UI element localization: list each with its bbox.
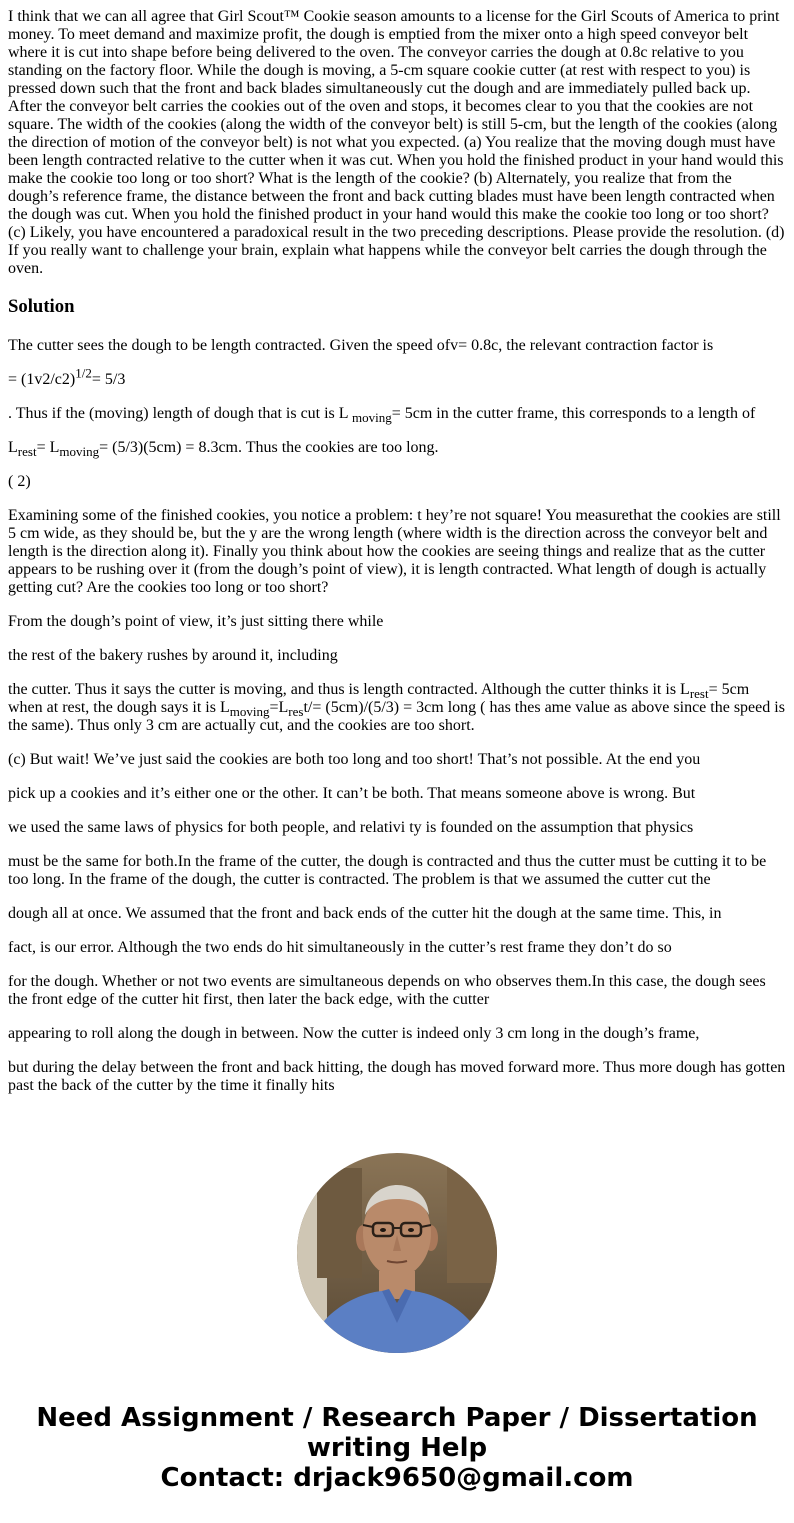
solution-paragraph-16: but during the delay between the front and back hitting, the dough has moved forward more. Thus more dough has gotten past the back of the cutter by the time it finally hits [8,1059,786,1094]
author-photo-avatar [297,1153,497,1353]
text-run: =L [269,699,289,716]
text-run: = 5cm when at rest, the dough says it is L [8,681,750,716]
solution-paragraph-3 [8,439,786,460]
author-photo-icon [297,1153,497,1353]
solution-paragraph-7 [8,681,786,735]
article [8,0,786,1111]
subscript: moving [59,444,100,460]
equation-contraction-factor [8,365,786,389]
eq-exponent: 1/2 [75,365,92,381]
promo-contact-line: Contact: drjack9650@gmail.com [160,1463,634,1493]
eq-part-b: = 5/3 [91,371,126,388]
subscript: moving [351,410,392,426]
subscript: rest [17,444,37,460]
solution-paragraph-13: fact, is our error. Although the two ends do hit simultaneously in the cutter’s rest frame they don’t do so [8,939,672,956]
promo-line-1: Need Assignment / Research Paper / Dissertation [36,1403,758,1433]
text-run: the cutter. Thus it says the cutter is moving, and thus is length contracted. Although the cutter thinks it is L [8,681,690,698]
solution-paragraph-9: pick up a cookies and it’s either one or the other. It can’t be both. That means someone above is wrong. But [8,785,696,802]
solution-paragraph-8: (c) But wait! We’ve just said the cookies are both too long and too short! That’s not possible. At the end you [8,751,701,768]
text-run: . Thus if the (moving) length of dough that is cut is L [8,405,352,422]
text-run: = (5/3)(5cm) = 8.3cm. Thus the cookies are too long. [99,439,439,456]
solution-paragraph-5: From the dough’s point of view, it’s just sitting there while [8,613,384,630]
promo-line-2: writing Help [306,1433,488,1463]
solution-paragraph-14: for the dough. Whether or not two events are simultaneous depends on who observes them.In this case, the dough sees the front edge of the cutter hit first, then later the back edge, with the cutter [8,973,766,1008]
text-run: L [8,439,18,456]
text-run: t/= (5cm)/(5/3) = 3cm long ( has thes ame value as above since the speed is the same). Thus only 3 cm are actually cut, and the cookies are too short. [8,699,785,734]
promo-banner [0,1403,794,1493]
solution-paragraph-6: the rest of the bakery rushes by around it, including [8,647,338,664]
part-2-label: ( 2) [8,473,31,490]
problem-statement: I think that we can all agree that Girl Scout™ Cookie season amounts to a license for the Girl Scouts of America to print money. To meet demand and maximize profit, the dough is emptied from the mixer onto a high speed conveyor belt where it is cut into shape before being delivered to the oven. The conveyor carries the dough at 0.8c relative to you standing on the factory floor. While the dough is moving, a 5-cm square cookie cutter (at rest with respect to you) is pressed down such that the front and back blades simultaneously cut the dough and are immediately pulled back up. After the conveyor belt carries the cookies out of the oven and stops, it becomes clear to you that the cookies are not square. The width of the cookies (along the width of the conveyor belt) is still 5-cm, but the length of the cookies (along the direction of motion of the conveyor belt) is not what you expected. (a) You realize that the moving dough must have been length contracted relative to the cutter when it was cut. When you hold the finished product in your hand would this make the cookie too long or too short? What is the length of the cookie? (b) Alternately, you realize that from the dough’s reference frame, the distance between the front and back cutting blades must have been length contracted when the dough was cut. When you hold the finished product in your hand would this make the cookie too long or too short? (c) Likely, you have encountered a paradoxical result in the two preceding descriptions. Please provide the resolution. (d) If you really want to challenge your brain, explain what happens while the conveyor belt carries the dough through the oven. [8,8,785,277]
subscript: rest [689,686,709,702]
solution-paragraph-11: must be the same for both.In the frame of the cutter, the dough is contracted and thus the cutter must be cutting it to be too long. In the frame of the dough, the cutter is contracted. The problem is that we assumed the cutter cut the [8,853,767,888]
solution-paragraph-1: The cutter sees the dough to be length contracted. Given the speed ofv= 0.8c, the relevant contraction factor is [8,337,714,354]
subscript: res [288,704,304,720]
solution-paragraph-15: appearing to roll along the dough in between. Now the cutter is indeed only 3 cm long in the dough’s frame, [8,1025,700,1042]
solution-paragraph-4: Examining some of the finished cookies, you notice a problem: t hey’re not square! You measurethat the cookies are still 5 cm wide, as they should be, but the y are the wrong length (where width is the direction across the conveyor belt and length is the direction along it). Finally you think about how the cookies are seeing things and realize that as the cutter appears to be rushing over it (from the dough’s point of view), it is length contracted. What length of dough is actually getting cut? Are the cookies too long or too short? [8,507,781,596]
eq-part-a: = (1v2/c2) [8,371,76,388]
solution-paragraph-12: dough all at once. We assumed that the front and back ends of the cutter hit the dough at the same time. This, in [8,905,722,922]
solution-paragraph-10: we used the same laws of physics for both people, and relativi ty is founded on the assumption that physics [8,819,694,836]
subscript: moving [229,704,270,720]
solution-heading: Solution [8,296,75,317]
solution-paragraph-2 [8,405,786,426]
text-run: = L [36,439,60,456]
text-run: = 5cm in the cutter frame, this corresponds to a length of [391,405,756,422]
